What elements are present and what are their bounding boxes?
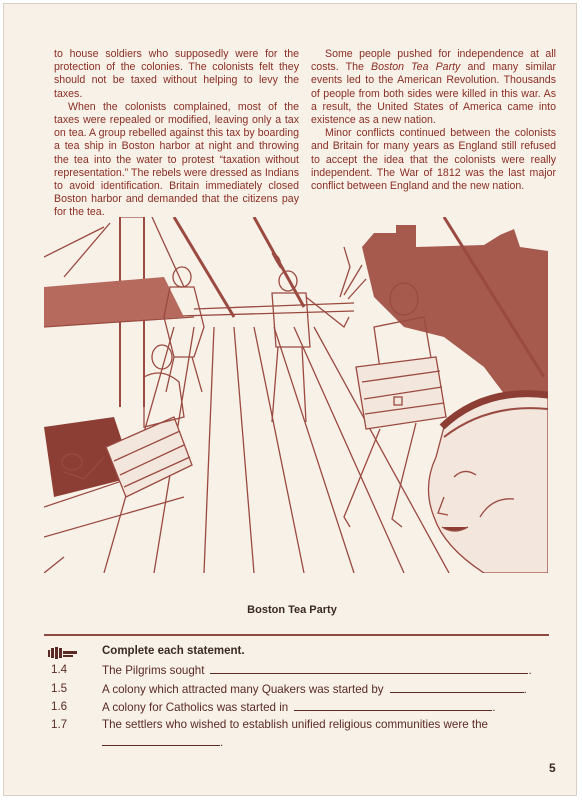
textbook-page — [3, 3, 577, 796]
left-paragraph-1: to house soldiers who supposedly were for the protection of the colonies. The colonists felt they should not be taxed without helping to levy the taxes. — [54, 48, 299, 100]
item-number: 1.5 — [51, 682, 68, 695]
answer-blank-1-5[interactable] — [390, 682, 524, 693]
hand-pointer-icon — [48, 646, 78, 660]
item-end: . — [492, 701, 496, 714]
item-end: . — [528, 664, 532, 677]
right-text-column — [311, 48, 556, 193]
right-paragraph-1-end: and many similar events led to the American Revolution. Thousands of people from both sides were killed in this war. As a result, the United States of America came into existence as a new nation. — [311, 61, 556, 127]
item-number: 1.7 — [51, 718, 68, 731]
boston-tea-party-illustration — [44, 217, 548, 573]
illustration-caption: Boston Tea Party — [247, 604, 337, 616]
illustration-drawing — [44, 217, 548, 573]
item-number: 1.4 — [51, 663, 68, 676]
right-paragraph-1-start: Some people pushed for independence at all costs. The — [311, 48, 556, 74]
item-text: The settlers who wished to establish unified religious communities were the — [102, 718, 489, 731]
right-paragraph-2: Minor conflicts continued between the colonists and Britain for many years as England still refused to accept the idea that the colonists were really independent. The War of 1812 was the last major conflict between England and the new nation. — [311, 127, 556, 193]
exercise-instruction: Complete each statement. — [102, 645, 245, 657]
right-paragraph-1 — [311, 48, 556, 127]
page-number: 5 — [549, 761, 556, 775]
left-text-column — [54, 48, 299, 220]
item-end: . — [220, 736, 224, 749]
item-text: The Pilgrims sought — [102, 664, 205, 677]
item-text: A colony which attracted many Quakers was started by — [102, 683, 384, 696]
section-divider — [44, 634, 549, 636]
item-text: A colony for Catholics was started in — [102, 701, 289, 714]
answer-blank-1-6[interactable] — [294, 700, 492, 711]
boston-tea-party-italic: Boston Tea Party — [371, 61, 461, 74]
left-paragraph-2: When the colonists complained, most of the taxes were repealed or modified, leaving only a tax on tea. A group rebelled against this tax by boarding a tea ship in Boston harbor at night and throwing the tea into the water to protest “taxation without representation.” The rebels were dressed as Indians to avoid identification. Britain immediately closed Boston harbor and demanded that the citizens pay for the tea. — [54, 100, 299, 219]
answer-blank-1-7[interactable] — [102, 735, 220, 746]
item-number: 1.6 — [51, 700, 68, 713]
item-end: . — [523, 683, 527, 696]
answer-blank-1-4[interactable] — [210, 663, 528, 674]
